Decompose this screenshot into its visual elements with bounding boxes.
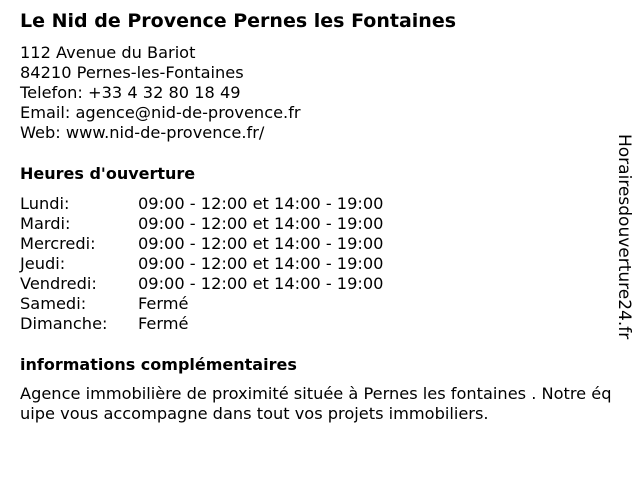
day-label: Mercredi:: [20, 234, 96, 253]
business-name: Le Nid de Provence Pernes les Fontaines: [20, 10, 457, 32]
hours-row-saturday: [20, 294, 383, 314]
day-hours: 09:00 - 12:00 et 14:00 - 19:00: [138, 274, 384, 293]
day-label: Lundi:: [20, 194, 70, 213]
email-address: Email: agence@nid-de-provence.fr: [20, 103, 301, 122]
day-label: Samedi:: [20, 294, 87, 313]
opening-hours-heading: Heures d'ouverture: [20, 164, 196, 183]
day-label: Dimanche:: [20, 314, 108, 333]
additional-info-heading: informations complémentaires: [20, 355, 297, 374]
city-address: 84210 Pernes-les-Fontaines: [20, 63, 244, 82]
hours-row-friday: [20, 274, 383, 294]
day-hours: 09:00 - 12:00 et 14:00 - 19:00: [138, 214, 384, 233]
additional-info-text: Agence immobilière de proximité située à Pernes les fontaines . Notre équipe vous accompagne dans tout vos projets immobiliers.: [20, 384, 612, 423]
hours-row-wednesday: [20, 234, 383, 254]
phone-number: Telefon: +33 4 32 80 18 49: [20, 83, 241, 102]
opening-hours-table: [20, 194, 383, 334]
contact-block: [20, 43, 301, 143]
day-label: Jeudi:: [20, 254, 66, 273]
website-url: Web: www.nid-de-provence.fr/: [20, 123, 265, 142]
day-hours: 09:00 - 12:00 et 14:00 - 19:00: [138, 234, 384, 253]
day-hours: Fermé: [138, 294, 189, 313]
day-hours: 09:00 - 12:00 et 14:00 - 19:00: [138, 194, 384, 213]
hours-row-thursday: [20, 254, 383, 274]
day-hours: 09:00 - 12:00 et 14:00 - 19:00: [138, 254, 384, 273]
hours-row-sunday: [20, 314, 383, 334]
day-hours: Fermé: [138, 314, 189, 333]
street-address: 112 Avenue du Bariot: [20, 43, 196, 62]
hours-row-tuesday: [20, 214, 383, 234]
day-label: Mardi:: [20, 214, 71, 233]
watermark-text: Horairesdouverture24.fr: [614, 134, 634, 340]
day-label: Vendredi:: [20, 274, 97, 293]
hours-row-monday: [20, 194, 383, 214]
